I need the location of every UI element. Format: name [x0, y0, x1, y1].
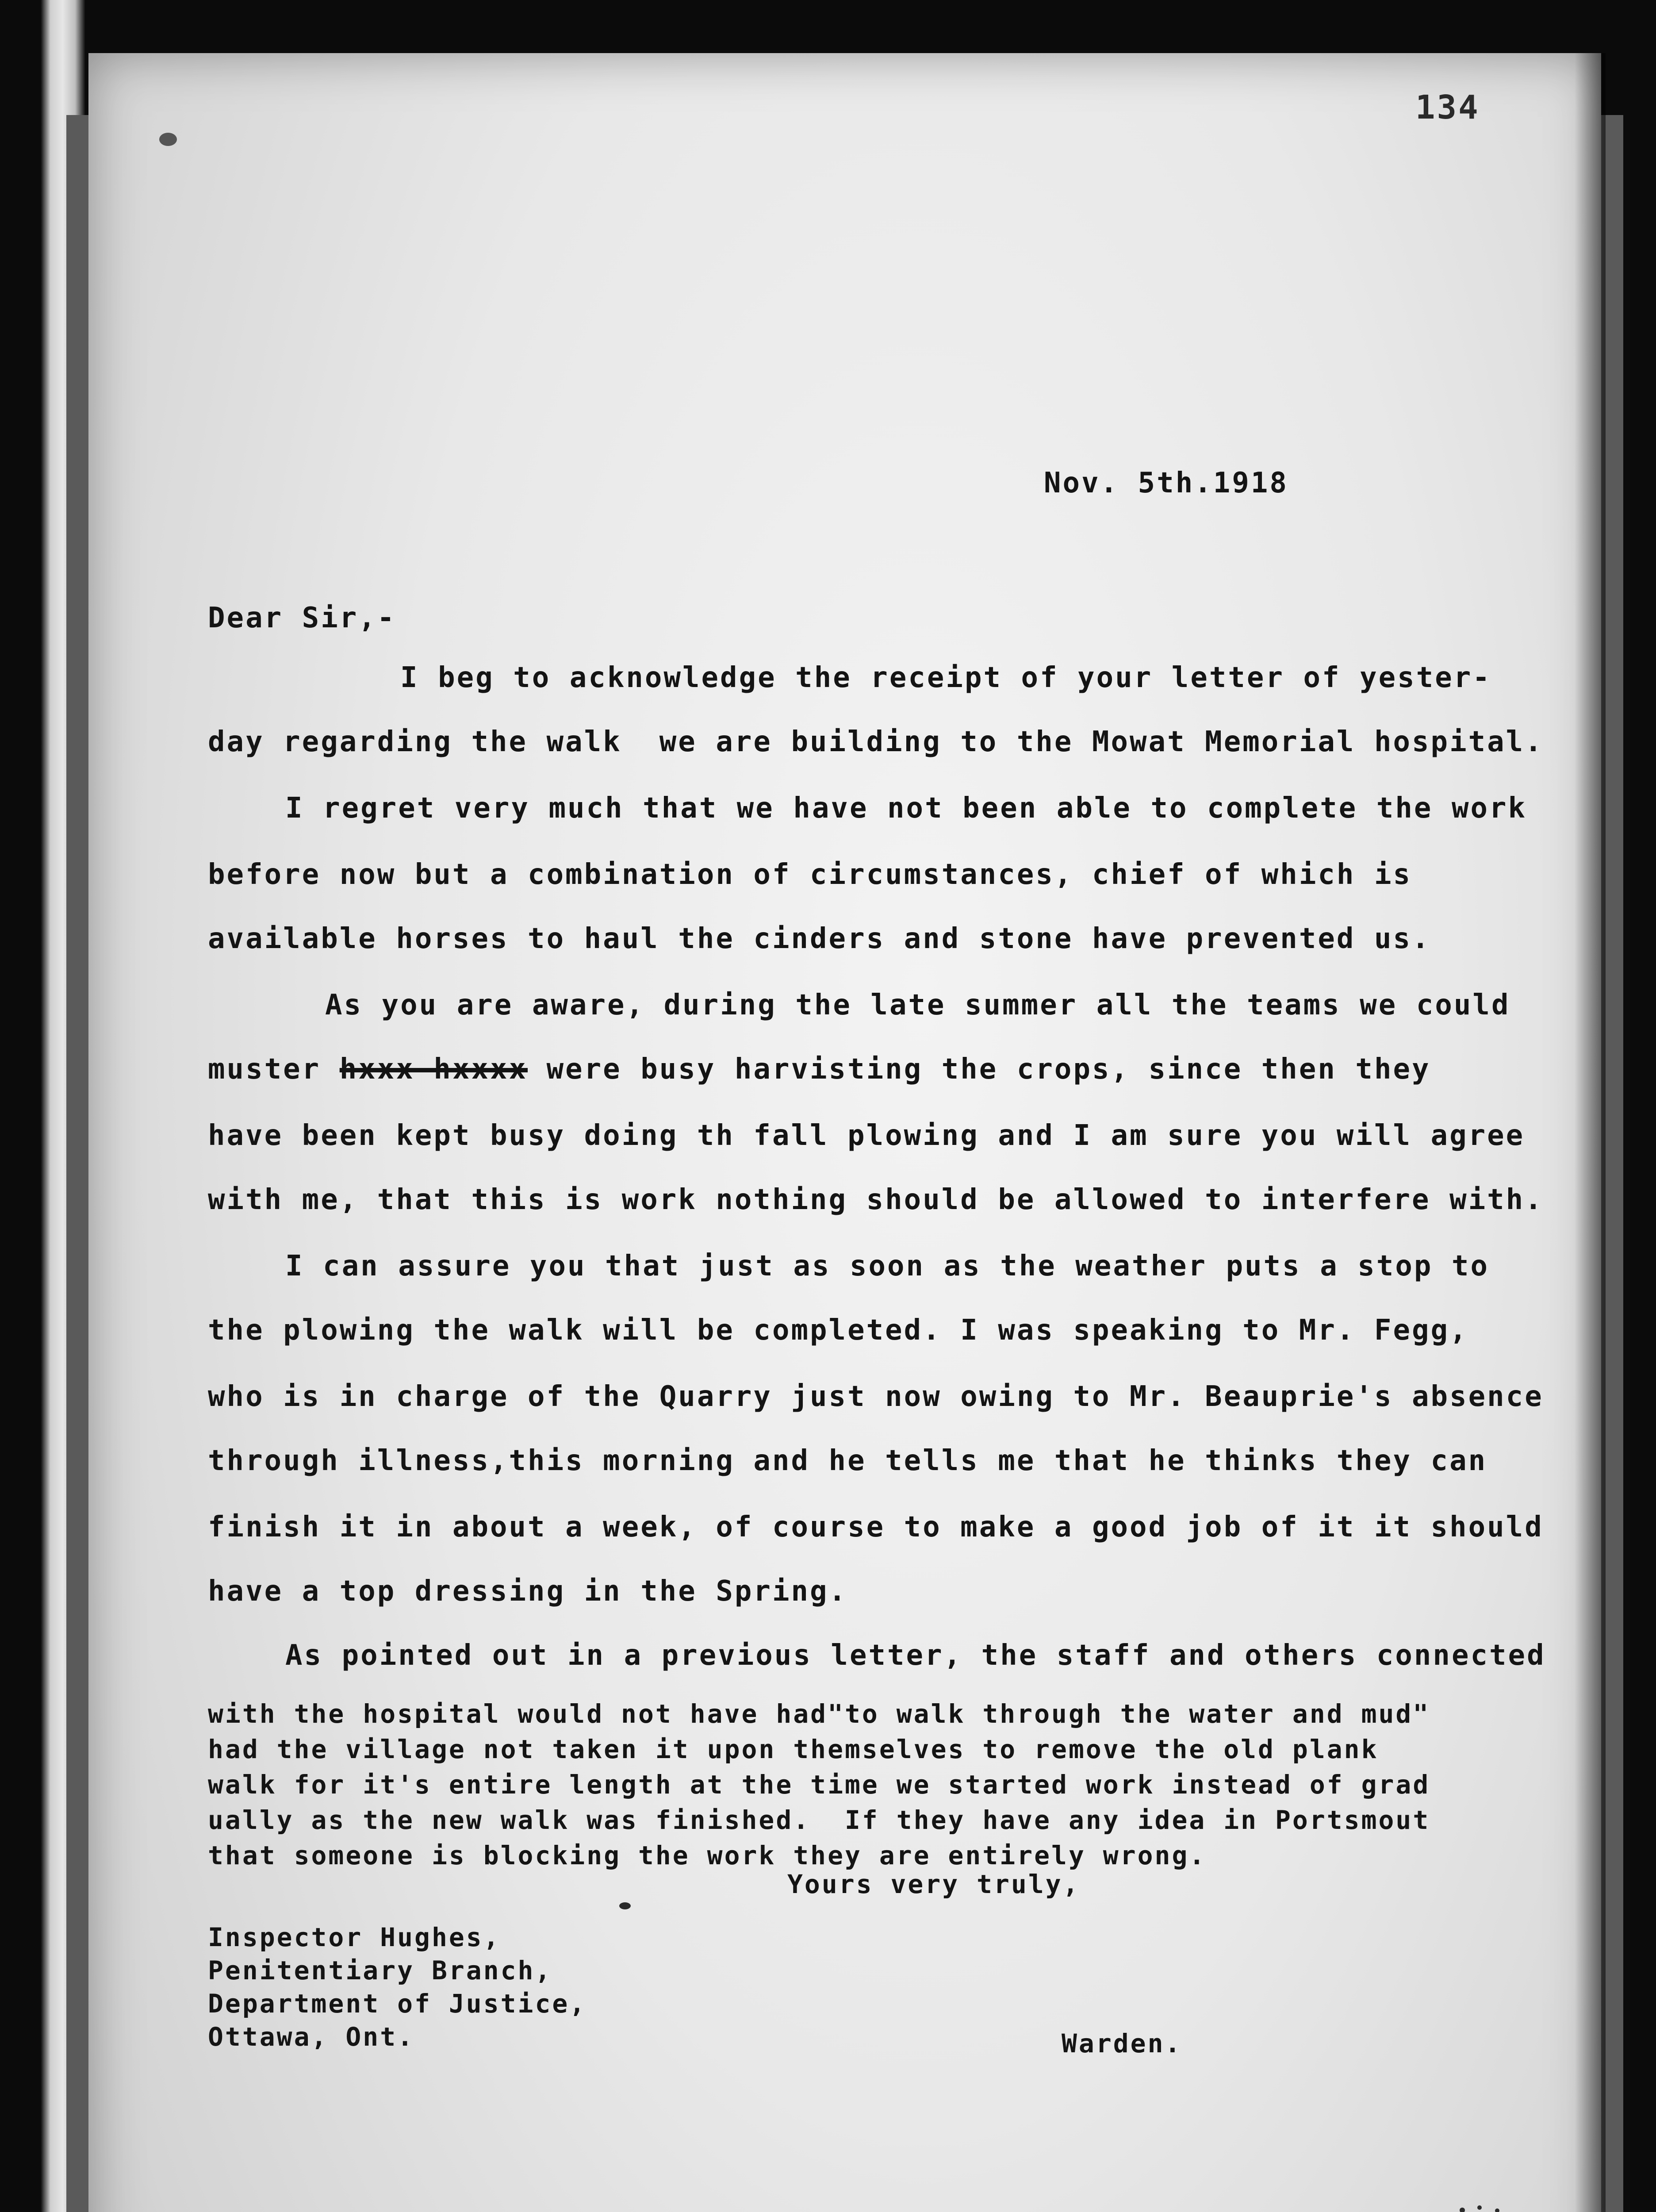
- body-line-segment: were busy harvisting the crops, since then they: [528, 1053, 1431, 1086]
- recipient-line: Penitentiary Branch,: [208, 1955, 552, 1985]
- body-line: the plowing the walk will be completed. I was speaking to Mr. Fegg,: [208, 1314, 1468, 1347]
- closing: Yours very truly,: [787, 1869, 1080, 1899]
- body-line: before now but a combination of circumstances, chief of which is: [208, 858, 1412, 891]
- body-line: I beg to acknowledge the receipt of your letter of yester-: [400, 661, 1491, 694]
- letter-date: Nov. 5th.1918: [1044, 467, 1288, 499]
- speck: [1495, 2208, 1499, 2212]
- body-line: have a top dressing in the Spring.: [208, 1575, 848, 1608]
- body-line: [208, 1053, 1431, 1086]
- body-line: finish it in about a week, of course to make a good job of it it should: [208, 1511, 1544, 1544]
- body-line: through illness,this morning and he tells me that he thinks they can: [208, 1444, 1487, 1477]
- page-number: 134: [1415, 88, 1480, 127]
- body-line: with me, that this is work nothing should be allowed to interfere with.: [208, 1183, 1544, 1216]
- recipient-line: Department of Justice,: [208, 1989, 587, 2019]
- body-line: As pointed out in a previous letter, the staff and others connected: [285, 1639, 1546, 1672]
- body-line: who is in charge of the Quarry just now owing to Mr. Beauprie's absence: [208, 1380, 1544, 1413]
- body-line: had the village not taken it upon themselves to remove the old plank: [208, 1734, 1379, 1764]
- body-line: I can assure you that just as soon as the weather puts a stop to: [285, 1250, 1489, 1283]
- body-line: with the hospital would not have had"to walk through the water and mud": [208, 1699, 1430, 1729]
- body-line: ually as the new walk was finished. If they have any idea in Portsmout: [208, 1805, 1430, 1835]
- speck: [1460, 2208, 1465, 2212]
- body-line: As you are aware, during the late summer all the teams we could: [325, 989, 1510, 1022]
- struck-text: hxxx hxxxx: [339, 1053, 528, 1086]
- salutation: Dear Sir,-: [208, 602, 396, 634]
- body-line: walk for it's entire length at the time we started work instead of grad: [208, 1770, 1430, 1800]
- body-line: available horses to haul the cinders and stone have prevented us.: [208, 922, 1431, 955]
- body-line: day regarding the walk we are building to the Mowat Memorial hospital.: [208, 726, 1544, 758]
- speck: [1477, 2205, 1482, 2210]
- body-line: that someone is blocking the work they are entirely wrong.: [208, 1840, 1207, 1870]
- recipient-line: Inspector Hughes,: [208, 1922, 501, 1952]
- smudge: [159, 133, 177, 146]
- signature-title: Warden.: [1062, 2028, 1182, 2058]
- body-line-segment: muster: [208, 1053, 340, 1086]
- page-edge-shadow: [1575, 53, 1606, 2212]
- recipient-line: Ottawa, Ont.: [208, 2022, 415, 2052]
- body-line: have been kept busy doing th fall plowing and I am sure you will agree: [208, 1119, 1525, 1152]
- ink-mark: [619, 1902, 631, 1909]
- body-line: I regret very much that we have not been able to complete the work: [285, 792, 1527, 825]
